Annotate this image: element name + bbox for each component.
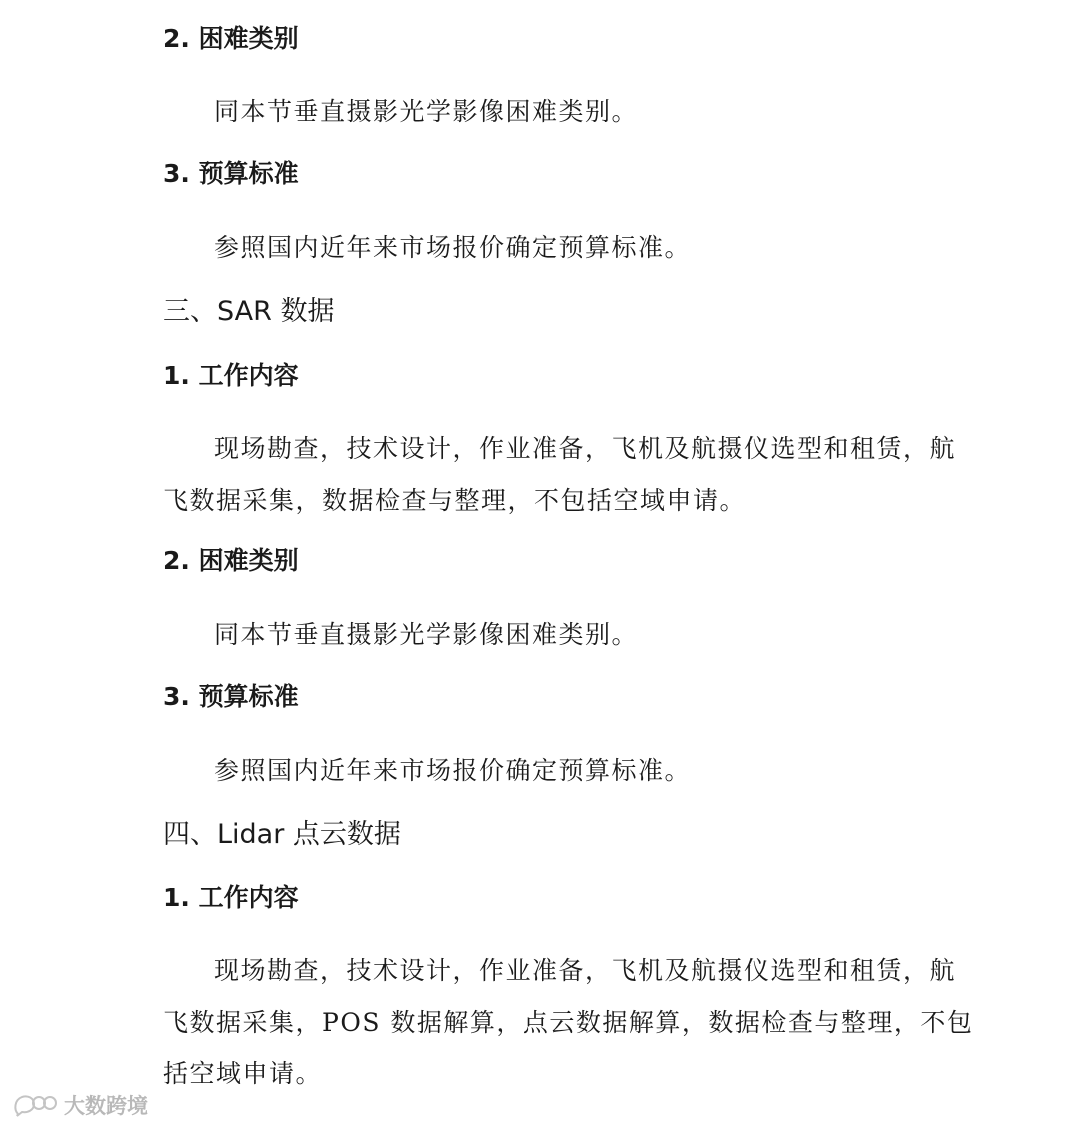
paragraph-work-content-line-3: 括空域申请。 <box>163 1059 323 1088</box>
paragraph-work-content-line-1: 现场勘查，技术设计，作业准备，飞机及航摄仪选型和租赁，航 <box>214 956 957 985</box>
heading-work-content: 1. 工作内容 <box>163 883 299 912</box>
watermark <box>12 1090 148 1120</box>
heading-difficulty-category: 2. 困难类别 <box>163 24 299 53</box>
heading-budget-standard: 3. 预算标准 <box>163 682 299 711</box>
chat-bubble-logo-icon <box>12 1092 58 1118</box>
paragraph-difficulty-text: 同本节垂直摄影光学影像困难类别。 <box>214 620 639 649</box>
watermark-text: 大数跨境 <box>64 1094 148 1118</box>
heading-work-content: 1. 工作内容 <box>163 361 299 390</box>
paragraph-work-content-line-1: 现场勘查，技术设计，作业准备，飞机及航摄仪选型和租赁，航 <box>214 434 957 463</box>
heading-budget-standard: 3. 预算标准 <box>163 159 299 188</box>
paragraph-work-content-line-2: 飞数据采集，数据检查与整理，不包括空域申请。 <box>163 486 747 515</box>
paragraph-difficulty-text: 同本节垂直摄影光学影像困难类别。 <box>214 97 639 126</box>
paragraph-budget-text: 参照国内近年来市场报价确定预算标准。 <box>214 756 692 785</box>
section-heading-sar: 三、SAR 数据 <box>163 296 335 327</box>
paragraph-work-content-line-2: 飞数据采集，POS 数据解算，点云数据解算，数据检查与整理，不包 <box>163 1008 974 1037</box>
paragraph-budget-text: 参照国内近年来市场报价确定预算标准。 <box>214 233 692 262</box>
heading-difficulty-category: 2. 困难类别 <box>163 546 299 575</box>
section-heading-lidar: 四、Lidar 点云数据 <box>163 819 401 850</box>
